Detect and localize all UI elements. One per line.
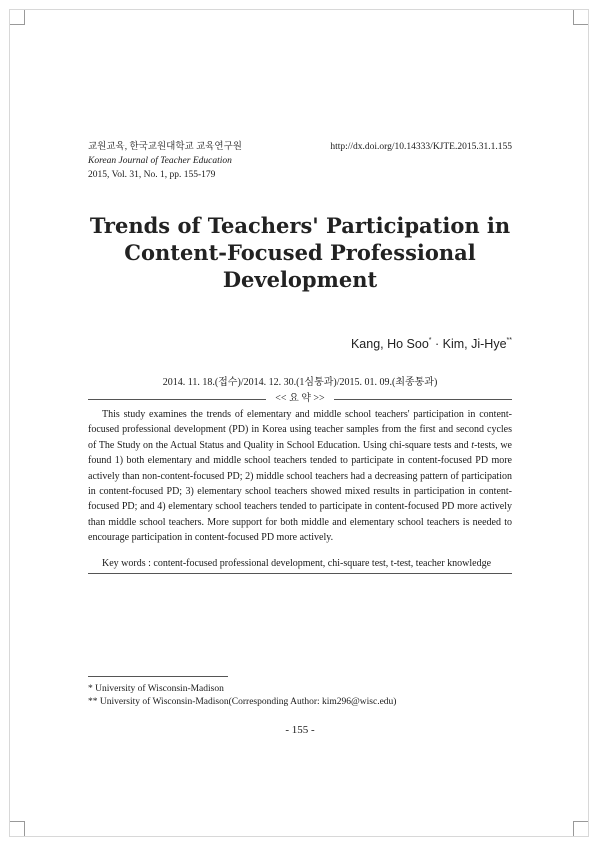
journal-english: Korean Journal of Teacher Education — [88, 156, 232, 166]
heading-rule — [334, 399, 512, 400]
journal-korean: 교원교육, 한국교원대학교 교육연구원 — [88, 142, 242, 152]
author-name: Kim, Ji-Hye — [442, 337, 507, 351]
footnote-rule — [88, 676, 228, 677]
abstract-heading-label: << 요 약 >> — [275, 393, 325, 404]
journal-header — [88, 140, 242, 182]
crop-mark — [573, 10, 588, 25]
author-name: Kang, Ho Soo — [350, 337, 429, 351]
footnote: ** University of Wisconsin-Madison(Corresponding Author: kim296@wisc.edu) — [88, 697, 397, 707]
abstract-text: -tests, we found 1) both elementary and middle school teachers tended to participate in content-focused PD more actively than non-content-focused PD; 2) middle school teachers had a decreasing pattern of participation in content-focused PD; 3) elementary school teachers showed mixed results in participation in content-focused PD; and 4) elementary school teachers tended to participate in content-focused PD more actively than middle school teachers. More support for both middle and elementary school teachers is needed to encourage participation in content-focused PD more actively. — [88, 439, 512, 544]
author-separator: · — [431, 337, 443, 351]
abstract-italic-t: t — [471, 439, 475, 451]
abstract-body — [88, 407, 512, 546]
title-line: Content-Focused Professional — [124, 240, 476, 265]
doi-link[interactable]: http://dx.doi.org/10.14333/KJTE.2015.31.1.155 — [330, 142, 512, 152]
paper-title — [60, 212, 540, 293]
keywords: Key words : content-focused professional development, chi-square test, t-test, teacher knowledge — [102, 558, 492, 569]
submission-dates: 2014. 11. 18.(접수)/2014. 12. 30.(1심통과)/2015. 01. 09.(최종통과) — [162, 377, 438, 388]
title-line: Development — [222, 267, 378, 292]
abstract-heading — [88, 393, 512, 405]
page-number: - 155 - — [285, 724, 315, 736]
author-mark: ** — [506, 337, 512, 344]
authors — [351, 337, 512, 351]
title-line: Trends of Teachers' Participation in — [89, 213, 511, 238]
crop-mark — [10, 10, 25, 25]
author-mark: * — [428, 337, 432, 344]
volume-info: 2015, Vol. 31, No. 1, pp. 155-179 — [88, 170, 216, 180]
abstract-text: This study examines the trends of elementary and middle school teachers' participation in content-focused professional development (PD) in Korea using teacher samples from the first and second cycles of The Study on the Actual Status and Quality in School Education. Using chi-square tests and — [88, 409, 512, 451]
crop-mark — [573, 821, 588, 836]
crop-mark — [10, 821, 25, 836]
footnote: * University of Wisconsin-Madison — [88, 684, 224, 694]
keywords-rule — [88, 573, 512, 574]
